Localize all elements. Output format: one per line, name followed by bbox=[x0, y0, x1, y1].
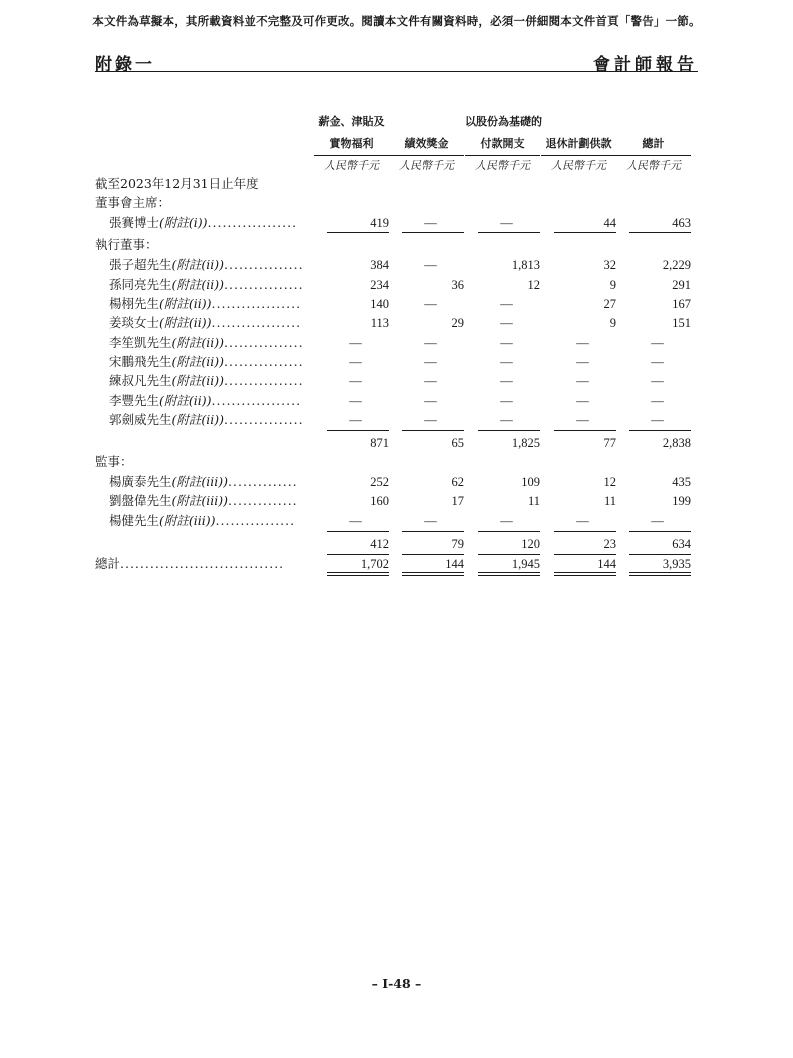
column-rule bbox=[629, 531, 691, 532]
supervisor-value: 252 bbox=[370, 475, 389, 489]
director-note: (附註(ii)) bbox=[171, 412, 225, 427]
chairman-value: 419 bbox=[370, 216, 389, 230]
grand-total-value: 144 bbox=[445, 557, 464, 571]
executive-value: 113 bbox=[370, 316, 389, 330]
double-underline bbox=[629, 572, 691, 576]
director-note: (附註(ii)) bbox=[171, 354, 225, 369]
director-name-text: 李豐先生 bbox=[109, 393, 160, 408]
column-rule bbox=[629, 554, 691, 555]
supervisor-value: 11 bbox=[527, 494, 540, 508]
column-unit: 人民幣千元 bbox=[324, 159, 379, 172]
column-rule bbox=[554, 232, 616, 233]
grand-total-value: 3,935 bbox=[662, 557, 691, 571]
executive-value: — bbox=[500, 394, 513, 408]
executive-value: — bbox=[424, 374, 437, 388]
executive-value: — bbox=[500, 297, 513, 311]
column-rule bbox=[629, 430, 691, 431]
supervisor-value: 199 bbox=[672, 494, 691, 508]
leader-dots: ................ bbox=[224, 412, 304, 427]
executive-value: — bbox=[424, 355, 437, 369]
executive-value: — bbox=[651, 413, 664, 427]
appendix-title: 附錄一 bbox=[95, 55, 155, 75]
executive-value: — bbox=[424, 258, 437, 272]
executive-value: — bbox=[424, 297, 437, 311]
executive-value: — bbox=[349, 336, 362, 350]
column-header bbox=[541, 111, 616, 156]
double-underline bbox=[554, 572, 616, 576]
column-unit: 人民幣千元 bbox=[551, 159, 606, 172]
column-header bbox=[389, 111, 464, 156]
column-header-line2: 實物福利 bbox=[314, 133, 389, 156]
double-underline bbox=[478, 572, 540, 576]
column-header-line1 bbox=[541, 111, 616, 133]
director-note: (附註(ii)) bbox=[159, 296, 212, 311]
director-name bbox=[109, 493, 319, 509]
leader-dots: ................................. bbox=[120, 556, 285, 571]
executive-value: 2,229 bbox=[662, 258, 691, 272]
director-name bbox=[109, 277, 319, 293]
supervisor-value: 160 bbox=[370, 494, 389, 508]
executive-value: — bbox=[651, 355, 664, 369]
supervisors-subtotal-value: 634 bbox=[672, 537, 691, 551]
column-header-line1 bbox=[389, 111, 464, 133]
executive-value: 234 bbox=[370, 278, 389, 292]
director-note: (附註(i)) bbox=[159, 215, 208, 230]
executive-value: — bbox=[651, 374, 664, 388]
leader-dots: .............. bbox=[228, 493, 298, 508]
leader-dots: .............. bbox=[228, 474, 298, 489]
director-name-text: 宋鵬飛先生 bbox=[109, 354, 172, 369]
director-name-text: 孫同亮先生 bbox=[109, 277, 172, 292]
executive-value: — bbox=[576, 355, 589, 369]
director-name bbox=[109, 335, 319, 351]
director-note: (附註(iii)) bbox=[171, 493, 229, 508]
column-rule bbox=[327, 430, 389, 431]
director-name-text: 楊栩先生 bbox=[109, 296, 160, 311]
column-rule bbox=[554, 554, 616, 555]
section-heading-supervisors: 監事： bbox=[95, 454, 133, 469]
director-name-text: 姜琰女士 bbox=[109, 315, 160, 330]
section-heading-executive: 執行董事： bbox=[95, 237, 158, 252]
grand-total-text: 總計 bbox=[95, 556, 121, 571]
executive-value: — bbox=[576, 413, 589, 427]
executive-value: — bbox=[349, 374, 362, 388]
leader-dots: ................ bbox=[224, 277, 304, 292]
column-rule bbox=[327, 232, 389, 233]
column-header-line1 bbox=[616, 111, 691, 133]
leader-dots: ................ bbox=[224, 373, 304, 388]
column-header bbox=[314, 111, 389, 156]
executive-subtotal-value: 2,838 bbox=[662, 436, 691, 450]
column-rule bbox=[402, 554, 464, 555]
chairman-value: — bbox=[500, 216, 513, 230]
executive-subtotal-value: 77 bbox=[603, 436, 616, 450]
column-header bbox=[465, 111, 540, 156]
director-name-text: 郭劍威先生 bbox=[109, 412, 172, 427]
executive-value: — bbox=[576, 374, 589, 388]
executive-value: — bbox=[424, 413, 437, 427]
column-unit: 人民幣千元 bbox=[626, 159, 681, 172]
supervisor-value: 435 bbox=[672, 475, 691, 489]
column-rule bbox=[402, 232, 464, 233]
column-header bbox=[616, 111, 691, 156]
director-name bbox=[109, 412, 319, 428]
chairman-value: 44 bbox=[603, 216, 616, 230]
column-rule bbox=[554, 430, 616, 431]
double-underline bbox=[327, 572, 389, 576]
section-heading-chairman: 董事會主席： bbox=[95, 195, 171, 210]
supervisor-value: 11 bbox=[603, 494, 616, 508]
director-note: (附註(ii)) bbox=[171, 277, 225, 292]
executive-value: — bbox=[576, 336, 589, 350]
director-name bbox=[109, 373, 319, 389]
column-unit: 人民幣千元 bbox=[399, 159, 454, 172]
director-name-text: 李笙凱先生 bbox=[109, 335, 172, 350]
leader-dots: .................. bbox=[211, 296, 302, 311]
executive-value: 36 bbox=[451, 278, 464, 292]
double-underline bbox=[402, 572, 464, 576]
column-rule bbox=[327, 531, 389, 532]
draft-disclaimer: 本文件為草擬本，其所載資料並不完整及可作更改。閱讀本文件有關資料時，必須一併細閱本文件首頁「警告」一節。 bbox=[92, 14, 701, 28]
column-header-line2: 績效獎金 bbox=[389, 133, 464, 156]
supervisor-value: 109 bbox=[521, 475, 540, 489]
column-rule bbox=[478, 232, 540, 233]
director-note: (附註(iii)) bbox=[171, 474, 229, 489]
executive-value: 12 bbox=[527, 278, 540, 292]
supervisor-value: 17 bbox=[451, 494, 464, 508]
page-number: – I-48 – bbox=[371, 976, 422, 991]
executive-value: 140 bbox=[370, 297, 389, 311]
column-header-line1: 以股份為基礎的 bbox=[465, 115, 542, 128]
director-name bbox=[109, 393, 319, 409]
executive-value: 27 bbox=[603, 297, 616, 311]
director-name bbox=[109, 354, 319, 370]
executive-subtotal-value: 65 bbox=[451, 436, 464, 450]
director-name-text: 楊廣泰先生 bbox=[109, 474, 172, 489]
executive-value: — bbox=[651, 336, 664, 350]
executive-subtotal-value: 871 bbox=[370, 436, 389, 450]
executive-value: 151 bbox=[672, 316, 691, 330]
executive-value: 167 bbox=[672, 297, 691, 311]
grand-total-value: 144 bbox=[597, 557, 616, 571]
director-name bbox=[109, 257, 319, 273]
director-name bbox=[109, 296, 319, 312]
director-note: (附註(ii)) bbox=[159, 393, 212, 408]
column-header-line2: 退休計劃供款 bbox=[541, 133, 616, 156]
column-rule bbox=[327, 554, 389, 555]
executive-value: — bbox=[349, 394, 362, 408]
executive-value: — bbox=[500, 374, 513, 388]
column-rule bbox=[629, 232, 691, 233]
executive-value: — bbox=[576, 394, 589, 408]
column-rule bbox=[402, 531, 464, 532]
executive-value: — bbox=[424, 394, 437, 408]
supervisor-value: — bbox=[651, 514, 664, 528]
leader-dots: .................. bbox=[211, 393, 302, 408]
column-rule bbox=[554, 531, 616, 532]
leader-dots: ................ bbox=[224, 335, 304, 350]
director-note: (附註(iii)) bbox=[159, 513, 216, 528]
director-name-text: 練叔凡先生 bbox=[109, 373, 172, 388]
column-header-line2: 總計 bbox=[616, 133, 691, 156]
director-note: (附註(ii)) bbox=[171, 373, 225, 388]
supervisors-subtotal-value: 120 bbox=[521, 537, 540, 551]
director-name bbox=[109, 315, 319, 331]
supervisor-value: 62 bbox=[451, 475, 464, 489]
chairman-value: 463 bbox=[672, 216, 691, 230]
supervisors-subtotal-value: 23 bbox=[603, 537, 616, 551]
director-name bbox=[109, 215, 319, 231]
executive-value: 291 bbox=[672, 278, 691, 292]
leader-dots: .................. bbox=[211, 315, 302, 330]
executive-value: 384 bbox=[370, 258, 389, 272]
supervisors-subtotal-value: 412 bbox=[370, 537, 389, 551]
leader-dots: .................. bbox=[207, 215, 298, 230]
director-name-text: 張賽博士 bbox=[109, 215, 160, 230]
grand-total-label bbox=[95, 556, 319, 572]
executive-value: 9 bbox=[609, 316, 616, 330]
executive-value: — bbox=[500, 413, 513, 427]
supervisor-value: — bbox=[500, 514, 513, 528]
period-label: 截至2023年12月31日止年度 bbox=[95, 176, 259, 191]
header-rule bbox=[95, 71, 698, 72]
leader-dots: ................ bbox=[224, 257, 304, 272]
leader-dots: ................ bbox=[224, 354, 304, 369]
column-header-line1: 薪金、津貼及 bbox=[318, 115, 385, 128]
executive-value: — bbox=[424, 336, 437, 350]
supervisor-value: — bbox=[349, 514, 362, 528]
executive-value: — bbox=[500, 355, 513, 369]
executive-value: — bbox=[500, 336, 513, 350]
executive-value: — bbox=[651, 394, 664, 408]
director-name-text: 劉盤偉先生 bbox=[109, 493, 172, 508]
column-unit: 人民幣千元 bbox=[475, 159, 530, 172]
executive-subtotal-value: 1,825 bbox=[511, 436, 540, 450]
director-name bbox=[109, 474, 319, 490]
leader-dots: ................ bbox=[215, 513, 296, 528]
executive-value: 32 bbox=[603, 258, 616, 272]
column-rule bbox=[478, 531, 540, 532]
director-name bbox=[109, 513, 319, 529]
column-rule bbox=[478, 554, 540, 555]
grand-total-value: 1,945 bbox=[511, 557, 540, 571]
executive-value: 9 bbox=[609, 278, 616, 292]
director-note: (附註(ii)) bbox=[171, 335, 225, 350]
executive-value: 1,813 bbox=[511, 258, 540, 272]
director-name-text: 張子超先生 bbox=[109, 257, 172, 272]
supervisor-value: — bbox=[576, 514, 589, 528]
grand-total-value: 1,702 bbox=[360, 557, 389, 571]
supervisors-subtotal-value: 79 bbox=[451, 537, 464, 551]
chairman-value: — bbox=[424, 216, 437, 230]
column-header-line2: 付款開支 bbox=[465, 133, 540, 156]
supervisor-value: — bbox=[424, 514, 437, 528]
executive-value: — bbox=[349, 413, 362, 427]
column-rule bbox=[478, 430, 540, 431]
director-name-text: 楊健先生 bbox=[109, 513, 160, 528]
supervisor-value: 12 bbox=[603, 475, 616, 489]
report-title: 會計師報告 bbox=[593, 55, 698, 75]
director-note: (附註(ii)) bbox=[171, 257, 225, 272]
executive-value: 29 bbox=[451, 316, 464, 330]
executive-value: — bbox=[349, 355, 362, 369]
column-rule bbox=[402, 430, 464, 431]
director-note: (附註(ii)) bbox=[159, 315, 212, 330]
executive-value: — bbox=[500, 316, 513, 330]
